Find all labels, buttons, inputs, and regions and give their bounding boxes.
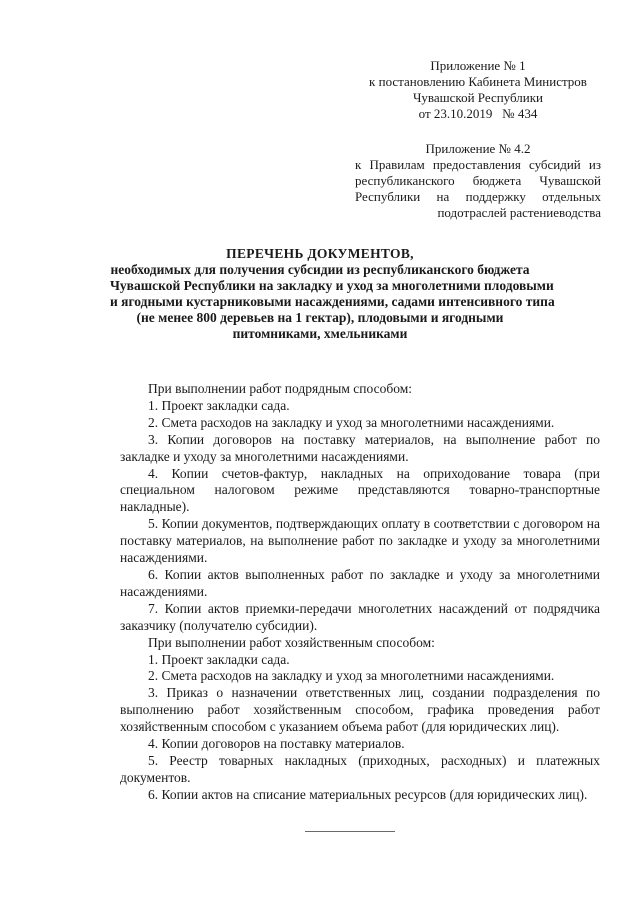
title-line: питомниками, хмельниками: [232, 326, 408, 341]
footer-divider: [305, 831, 395, 832]
title-line: необходимых для получения субсидии из республиканского бюджета: [110, 262, 530, 277]
title-heading: ПЕРЕЧЕНЬ ДОКУМЕНТОВ,: [226, 246, 414, 261]
appendix-1-block: [355, 58, 601, 122]
list-item: 1. Проект закладки сада.: [148, 397, 290, 413]
title-line: Чувашской Республики на закладку и уход за многолетними плодовыми: [110, 278, 554, 293]
list-item: 5. Копии документов, подтверждающих оплату в соответствии с договором на поставку материалов, на выполнение работ по закладке и уходу за многолетними насаждениями.: [120, 516, 600, 566]
appendix-1-number: Приложение № 1: [430, 58, 526, 73]
appendix-2-text: к Правилам предоставления субсидий из республиканского бюджета Чувашской Республики на поддержку отдельных подотраслей растениеводства: [355, 157, 601, 220]
title-line: (не менее 800 деревьев на 1 гектар), плодовыми и ягодными: [136, 310, 504, 325]
list-item: 2. Смета расходов на закладку и уход за многолетними насаждениями.: [148, 668, 555, 684]
appendix-1-line-2: к постановлению Кабинета Министров: [369, 74, 587, 89]
in-house-method-heading: При выполнении работ хозяйственным способом:: [148, 634, 435, 650]
list-item: 6. Копии актов на списание материальных ресурсов (для юридических лиц).: [148, 786, 588, 802]
list-item: 3. Копии договоров на поставку материалов, на выполнение работ по закладке и уходу за многолетними насаждениями.: [120, 431, 600, 464]
list-item: 4. Копии договоров на поставку материалов.: [148, 736, 405, 752]
contract-method-heading: При выполнении работ подрядным способом:: [148, 381, 412, 396]
document-title: [110, 246, 555, 342]
list-item: 3. Приказ о назначении ответственных лиц, создании подразделения по выполнению работ хозяйственным способом, графика проведения работ хозяйственным способом с указанием объема работ (для юридических лиц).: [120, 685, 600, 735]
appendix-1-date: от 23.10.2019 № 434: [418, 106, 538, 121]
appendix-2-number: Приложение № 4.2: [425, 141, 531, 156]
list-item: 7. Копии актов приемки-передачи многолетних насаждений от подрядчика заказчику (получателю субсидии).: [120, 600, 600, 633]
list-item: 6. Копии актов выполненных работ по закладке и уходу за многолетними насаждениями.: [120, 566, 600, 599]
appendix-2-block: [355, 141, 601, 221]
document-body: [120, 381, 600, 804]
list-item: 4. Копии счетов-фактур, накладных на оприходование товара (при специальном налоговом режиме представляются товарно-транспортные накладные).: [120, 465, 600, 515]
list-item: 2. Смета расходов на закладку и уход за многолетними насаждениями.: [148, 414, 555, 430]
list-item: 1. Проект закладки сада.: [148, 651, 290, 667]
appendix-1-line-3: Чувашской Республики: [412, 90, 544, 105]
title-line: и ягодными кустарниковыми насаждениями, садами интенсивного типа: [110, 294, 555, 309]
list-item: 5. Реестр товарных накладных (приходных, расходных) и платежных документов.: [120, 752, 600, 785]
